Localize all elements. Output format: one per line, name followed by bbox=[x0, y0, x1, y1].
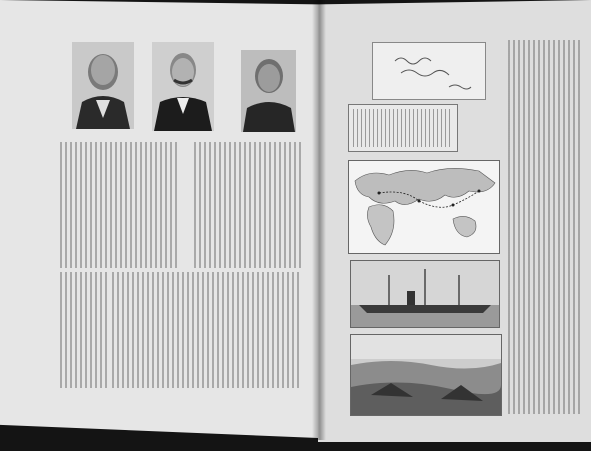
text-column-upper-left bbox=[60, 142, 180, 268]
portrait-photo-1 bbox=[72, 42, 134, 129]
text-column-upper-right bbox=[194, 142, 302, 268]
portrait-photo-2 bbox=[152, 42, 214, 131]
text-paragraph bbox=[112, 272, 302, 388]
text-column-lower-left bbox=[60, 272, 108, 388]
figure-ship-photo bbox=[350, 260, 500, 328]
text-column-lower-right bbox=[112, 272, 302, 388]
figure-harbor-print bbox=[350, 334, 502, 416]
portrait-photo-3 bbox=[241, 50, 296, 132]
right-page bbox=[318, 0, 591, 442]
figure-written-sheet bbox=[348, 104, 458, 152]
text-paragraph bbox=[194, 142, 302, 268]
book-gutter bbox=[312, 0, 326, 440]
text-paragraph bbox=[60, 272, 108, 388]
text-column-right-page bbox=[508, 40, 582, 414]
text-paragraph bbox=[508, 40, 582, 414]
figure-handwritten-letter bbox=[372, 42, 486, 100]
figure-world-map bbox=[348, 160, 500, 254]
text-paragraph bbox=[60, 142, 180, 268]
